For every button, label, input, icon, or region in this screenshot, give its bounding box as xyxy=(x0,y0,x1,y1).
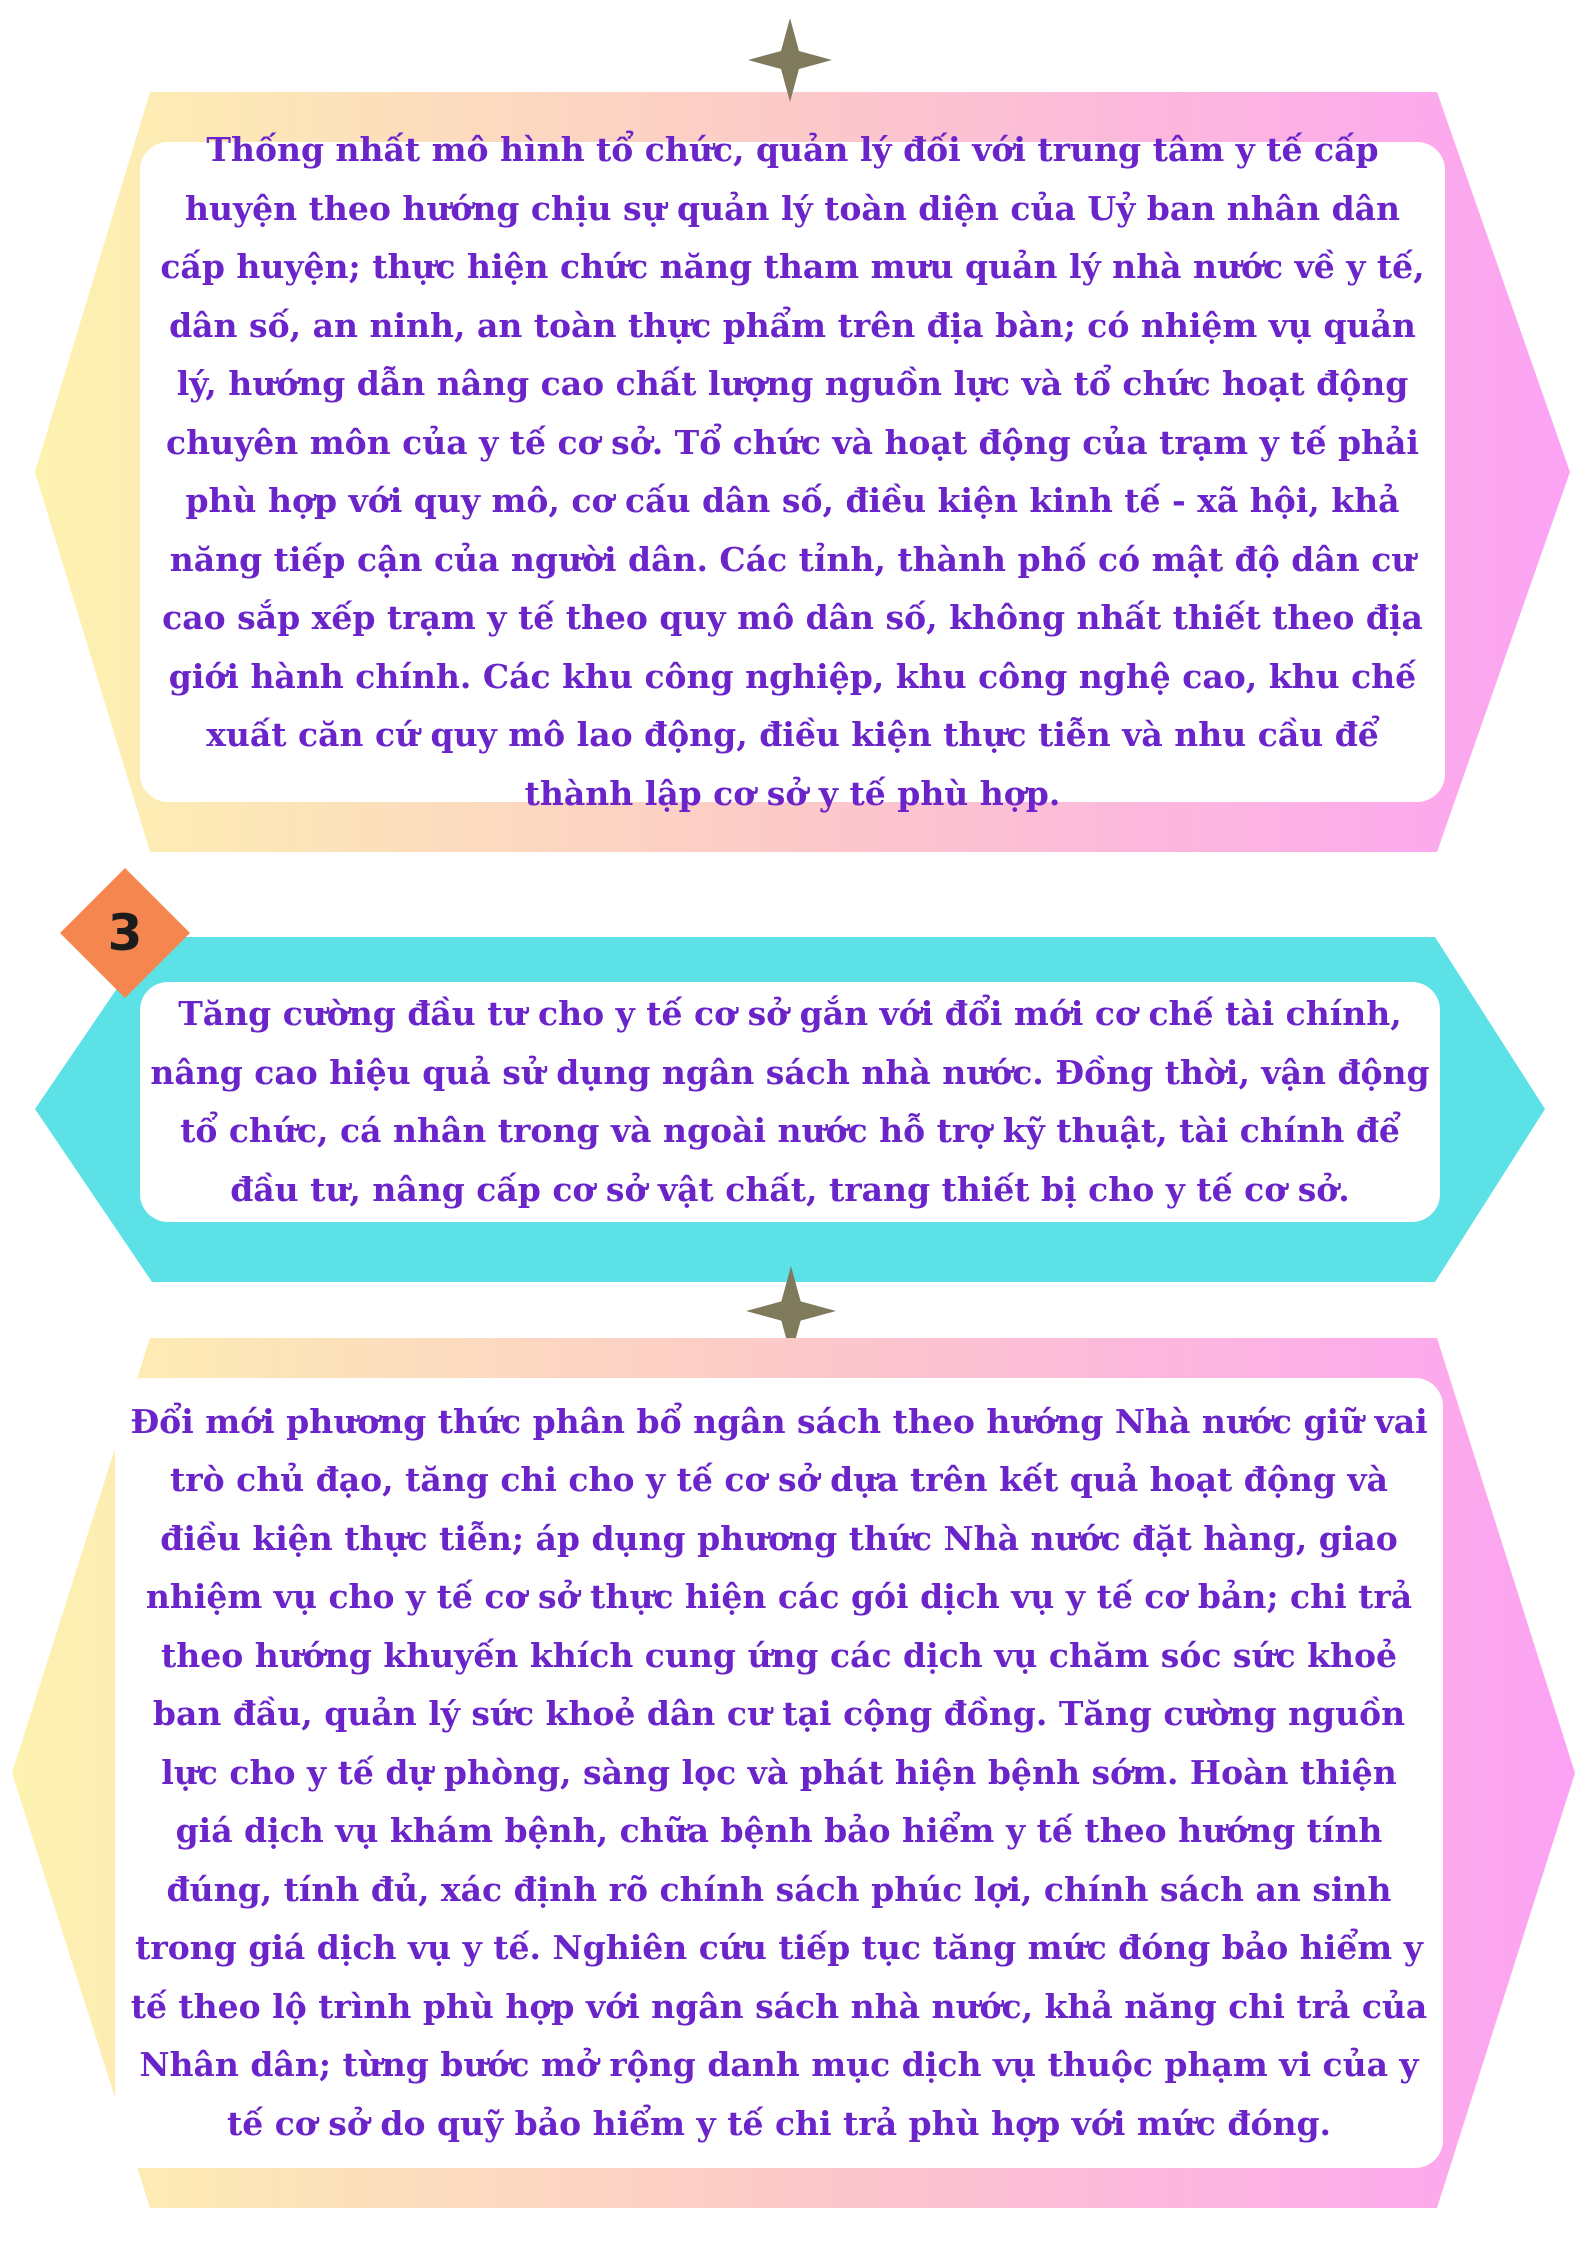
section-3-text: Đổi mới phương thức phân bổ ngân sách theo hướng Nhà nước giữ vai trò chủ đạo, tăng chi cho y tế cơ sở dựa trên kết quả hoạt động và điều kiện thực tiễn; áp dụng phương thức Nhà nước đặt hàng, giao nhiệm vụ cho y tế cơ sở thực hiện các gói dịch vụ y tế cơ bản; chi trả theo hướng khuyến khích cung ứng các dịch vụ chăm sóc sức khoẻ ban đầu, quản lý sức khoẻ dân cư tại cộng đồng. Tăng cường nguồn lực cho y tế dự phòng, sàng lọc và phát hiện bệnh sớm. Hoàn thiện giá dịch vụ khám bệnh, chữa bệnh bảo hiểm y tế theo hướng tính đúng, tính đủ, xác định rõ chính sách phúc lợi, chính sách an sinh trong giá dịch vụ y tế. Nghiên cứu tiếp tục tăng mức đóng bảo hiểm y tế theo lộ trình phù hợp với ngân sách nhà nước, khả năng chi trả của Nhân dân; từng bước mở rộng danh mục dịch vụ thuộc phạm vi của y tế cơ sở do quỹ bảo hiểm y tế chi trả phù hợp với mức đóng. xyxy=(130,1401,1428,2143)
text-box-2 xyxy=(140,982,1440,1222)
section-2-text: Tăng cường đầu tư cho y tế cơ sở gắn với đổi mới cơ chế tài chính, nâng cao hiệu quả sử dụng ngân sách nhà nước. Đồng thời, vận động tổ chức, cá nhân trong và ngoài nước hỗ trợ kỹ thuật, tài chính để đầu tư, nâng cấp cơ sở vật chất, trang thiết bị cho y tế cơ sở. xyxy=(150,994,1430,1209)
text-box-3 xyxy=(115,1378,1443,2168)
four-point-star-icon xyxy=(748,18,832,102)
text-box-1 xyxy=(140,130,1445,813)
section-1-text: Thống nhất mô hình tổ chức, quản lý đối với trung tâm y tế cấp huyện theo hướng chịu sự quản lý toàn diện của Uỷ ban nhân dân cấp huyện; thực hiện chức năng tham mưu quản lý nhà nước về y tế, dân số, an ninh, an toàn thực phẩm trên địa bàn; có nhiệm vụ quản lý, hướng dẫn nâng cao chất lượng nguồn lực và tổ chức hoạt động chuyên môn của y tế cơ sở. Tổ chức và hoạt động của trạm y tế phải phù hợp với quy mô, cơ cấu dân số, điều kiện kinh tế - xã hội, khả năng tiếp cận của người dân. Các tỉnh, thành phố có mật độ dân cư cao sắp xếp trạm y tế theo quy mô dân số, không nhất thiết theo địa giới hành chính. Các khu công nghiệp, khu công nghệ cao, khu chế xuất căn cứ quy mô lao động, điều kiện thực tiễn và nhu cầu để thành lập cơ sở y tế phù hợp. xyxy=(160,130,1425,813)
section-number: 3 xyxy=(107,904,143,962)
